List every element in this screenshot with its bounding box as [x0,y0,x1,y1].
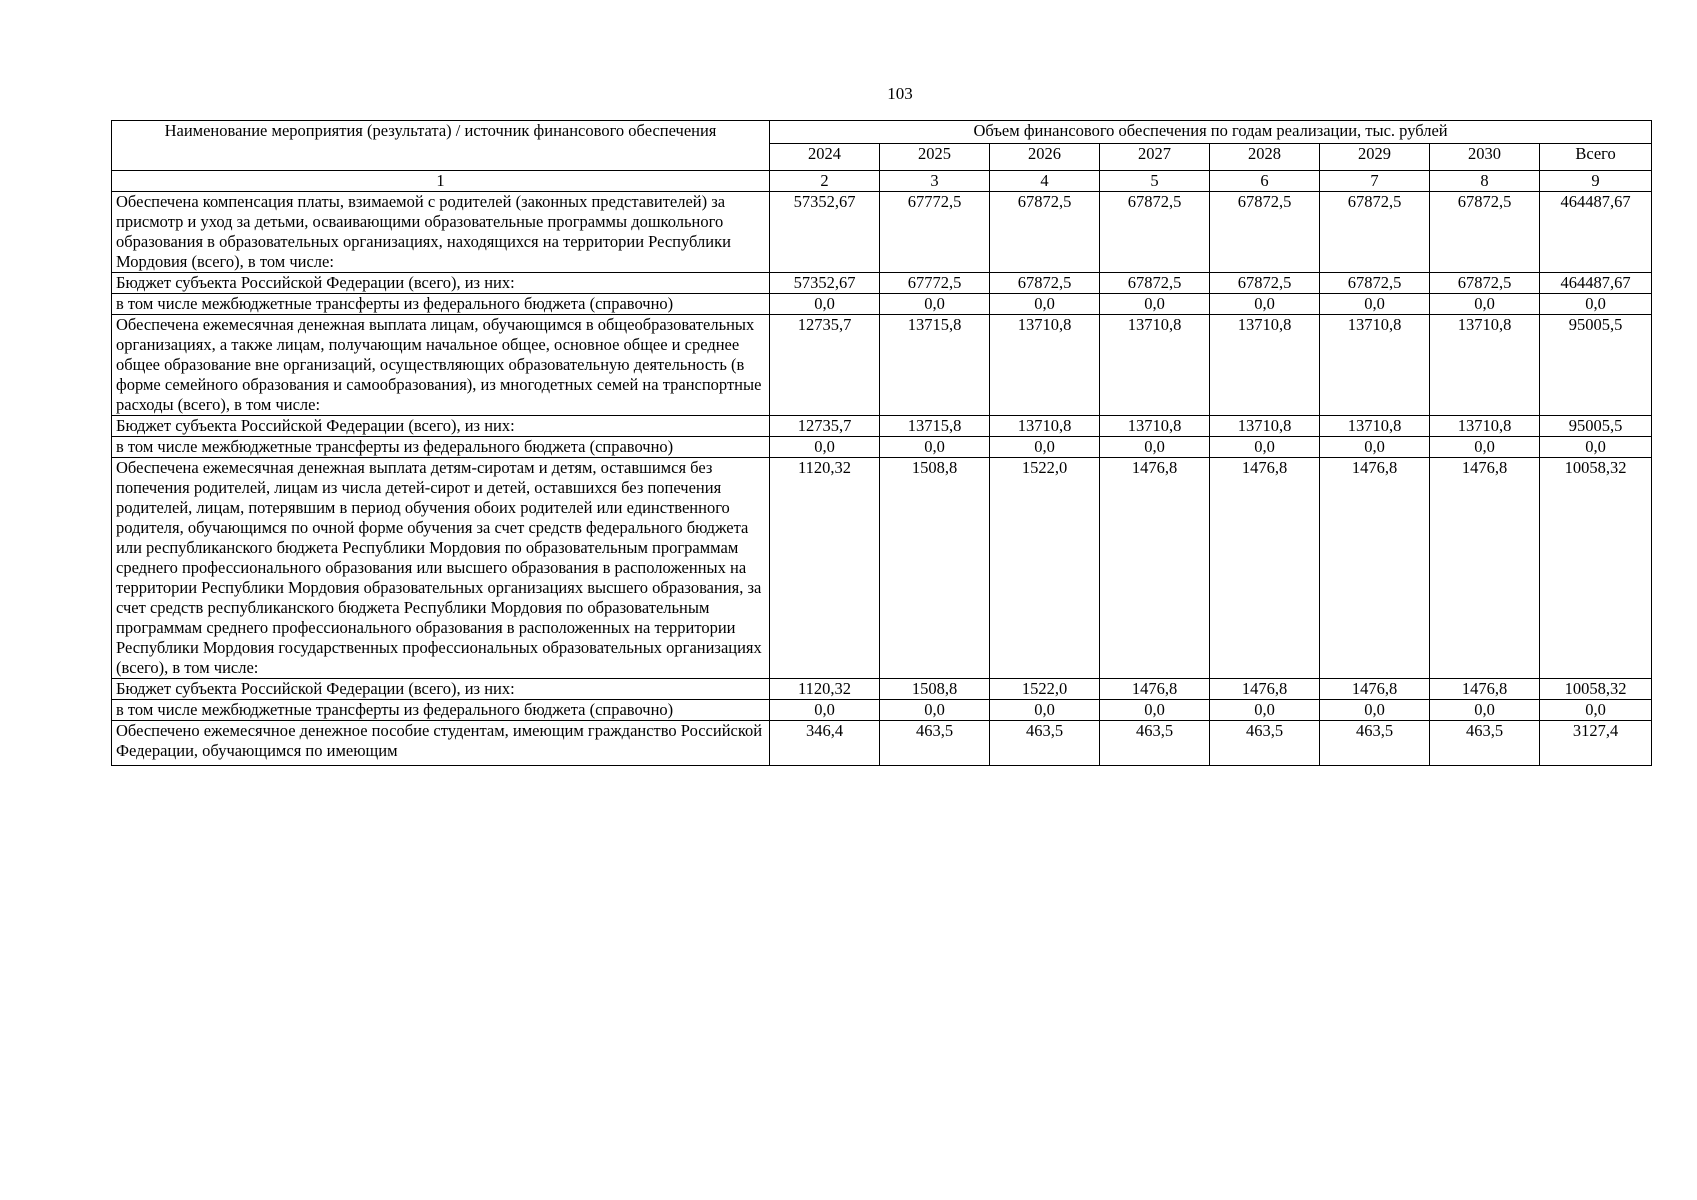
row-year-value: 67872,5 [1100,192,1210,273]
row-total-value: 95005,5 [1540,315,1652,416]
row-year-value: 13710,8 [1100,416,1210,437]
header-total: Всего [1540,144,1652,171]
row-year-value: 0,0 [1100,294,1210,315]
header-year: 2030 [1430,144,1540,171]
row-year-value: 1476,8 [1430,679,1540,700]
row-name-text: Бюджет субъекта Российской Федерации (всего), из них: [116,679,515,698]
row-year-value: 463,5 [990,721,1100,766]
header-year: 2029 [1320,144,1430,171]
row-year-value: 12735,7 [770,315,880,416]
row-total-value: 10058,32 [1540,458,1652,679]
row-year-value: 0,0 [880,294,990,315]
row-name-text: в том числе межбюджетные трансферты из федерального бюджета (справочно) [116,437,674,456]
row-year-value: 0,0 [880,700,990,721]
row-year-value: 57352,67 [770,192,880,273]
header-col-number: 9 [1540,171,1652,192]
row-year-value: 346,4 [770,721,880,766]
row-year-value: 463,5 [1430,721,1540,766]
table-body [112,192,1652,766]
row-year-value: 1120,32 [770,458,880,679]
header-col-number: 5 [1100,171,1210,192]
header-col-number: 4 [990,171,1100,192]
table-row [112,437,1652,458]
row-year-value: 0,0 [1320,700,1430,721]
row-year-value: 463,5 [1210,721,1320,766]
row-year-value: 0,0 [770,437,880,458]
row-year-value: 0,0 [880,437,990,458]
row-name-text: Обеспечена ежемесячная денежная выплата детям-сиротам и детям, оставшимся без попечения родителей, лицам из числа детей-сирот и детей, оставшихся без попечения родителей, лицам, потерявшим в период обучения обоих родителей или единственного родителя, обучающимся по очной форме обучения за счет средств федерального бюджета или республиканского бюджета Республики Мордовия по образовательным программам среднего профессионального образования или высшего образования в расположенных на территории Республики Мордовия образовательных организациях высшего образования, за счет средств республиканского бюджета Республики Мордовия по образовательным программам среднего профессионального образования в расположенных на территории Республики Мордовия государственных профессиональных образовательных организациях (всего), в том числе: [116,458,762,677]
row-year-value: 463,5 [880,721,990,766]
row-total-value: 0,0 [1540,294,1652,315]
row-name [112,294,770,315]
row-year-value: 0,0 [1100,437,1210,458]
header-col-number: 3 [880,171,990,192]
row-name [112,273,770,294]
row-year-value: 0,0 [1100,700,1210,721]
row-name-text: Обеспечена компенсация платы, взимаемой с родителей (законных представителей) за присмотр и уход за детьми, осваивающими образовательные программы дошкольного образования в образовательных организациях, находящихся на территории Республики Мордовия (всего), в том числе: [116,192,731,271]
row-year-value: 67872,5 [1430,273,1540,294]
row-name [112,458,770,679]
row-year-value: 463,5 [1100,721,1210,766]
header-name-column: Наименование мероприятия (результата) / источник финансового обеспечения [112,121,770,171]
row-year-value: 13710,8 [1430,315,1540,416]
row-total-value: 0,0 [1540,437,1652,458]
header-col-number: 7 [1320,171,1430,192]
row-year-value: 1508,8 [880,679,990,700]
row-year-value: 13710,8 [1210,315,1320,416]
row-total-value: 10058,32 [1540,679,1652,700]
header-year: 2026 [990,144,1100,171]
row-year-value: 57352,67 [770,273,880,294]
table-row [112,721,1652,766]
header-col-number: 2 [770,171,880,192]
table-row [112,273,1652,294]
row-year-value: 0,0 [1320,294,1430,315]
row-year-value: 67772,5 [880,273,990,294]
row-year-value: 1476,8 [1100,679,1210,700]
row-year-value: 67872,5 [1210,273,1320,294]
row-name [112,437,770,458]
row-year-value: 1476,8 [1210,679,1320,700]
row-year-value: 67872,5 [1430,192,1540,273]
table-header [112,121,1652,192]
financing-table [111,120,1652,766]
row-year-value: 67872,5 [1320,273,1430,294]
row-year-value: 13710,8 [1320,416,1430,437]
header-year: 2028 [1210,144,1320,171]
row-year-value: 0,0 [1210,294,1320,315]
table-row [112,315,1652,416]
row-year-value: 1120,32 [770,679,880,700]
row-year-value: 0,0 [1430,294,1540,315]
row-name [112,192,770,273]
row-year-value: 13710,8 [1320,315,1430,416]
row-year-value: 67872,5 [990,273,1100,294]
header-year: 2024 [770,144,880,171]
row-total-value: 0,0 [1540,700,1652,721]
table-row [112,294,1652,315]
row-year-value: 0,0 [770,294,880,315]
row-year-value: 0,0 [1320,437,1430,458]
table-row [112,192,1652,273]
row-name-text: в том числе межбюджетные трансферты из федерального бюджета (справочно) [116,294,674,313]
row-year-value: 1476,8 [1100,458,1210,679]
row-year-value: 1476,8 [1430,458,1540,679]
header-col-number: 6 [1210,171,1320,192]
row-year-value: 0,0 [1430,700,1540,721]
row-year-value: 13710,8 [1100,315,1210,416]
header-col-number: 8 [1430,171,1540,192]
row-year-value: 0,0 [1210,700,1320,721]
row-year-value: 1476,8 [1210,458,1320,679]
row-year-value: 0,0 [990,294,1100,315]
row-name-text: Бюджет субъекта Российской Федерации (всего), из них: [116,273,515,292]
row-name [112,416,770,437]
row-year-value: 13710,8 [1210,416,1320,437]
row-year-value: 0,0 [990,437,1100,458]
header-year: 2025 [880,144,990,171]
row-year-value: 0,0 [770,700,880,721]
row-year-value: 1522,0 [990,679,1100,700]
row-name-text: в том числе межбюджетные трансферты из федерального бюджета (справочно) [116,700,674,719]
page-number: 103 [887,84,913,103]
row-year-value: 1476,8 [1320,679,1430,700]
row-total-value: 3127,4 [1540,721,1652,766]
table-row [112,679,1652,700]
row-name-text: Обеспечено ежемесячное денежное пособие студентам, имеющим гражданство Российской Федерации, обучающимся по имеющим [116,721,763,760]
row-total-value: 95005,5 [1540,416,1652,437]
table-row [112,416,1652,437]
row-name [112,315,770,416]
row-year-value: 0,0 [1430,437,1540,458]
row-year-value: 13710,8 [990,315,1100,416]
row-year-value: 67872,5 [1320,192,1430,273]
row-year-value: 1522,0 [990,458,1100,679]
row-year-value: 67872,5 [1210,192,1320,273]
row-year-value: 1508,8 [880,458,990,679]
row-year-value: 67772,5 [880,192,990,273]
row-year-value: 0,0 [1210,437,1320,458]
row-name [112,721,770,766]
row-name [112,679,770,700]
header-col-number: 1 [112,171,770,192]
row-year-value: 13715,8 [880,315,990,416]
row-year-value: 13715,8 [880,416,990,437]
row-name [112,700,770,721]
table-row [112,458,1652,679]
row-name-text: Бюджет субъекта Российской Федерации (всего), из них: [116,416,515,435]
header-volume-title: Объем финансового обеспечения по годам реализации, тыс. рублей [770,121,1652,144]
row-year-value: 463,5 [1320,721,1430,766]
row-year-value: 13710,8 [1430,416,1540,437]
header-year: 2027 [1100,144,1210,171]
table-row [112,700,1652,721]
row-year-value: 1476,8 [1320,458,1430,679]
row-year-value: 67872,5 [990,192,1100,273]
row-year-value: 12735,7 [770,416,880,437]
row-name-text: Обеспечена ежемесячная денежная выплата лицам, обучающимся в общеобразовательных организациях, а также лицам, получающим начальное общее, основное общее и среднее общее образование вне организаций, осуществляющих образовательную деятельность (в форме семейного образования и самообразования), из многодетных семей на транспортные расходы (всего), в том числе: [116,315,762,414]
row-year-value: 13710,8 [990,416,1100,437]
row-year-value: 67872,5 [1100,273,1210,294]
row-year-value: 0,0 [990,700,1100,721]
row-total-value: 464487,67 [1540,192,1652,273]
row-total-value: 464487,67 [1540,273,1652,294]
